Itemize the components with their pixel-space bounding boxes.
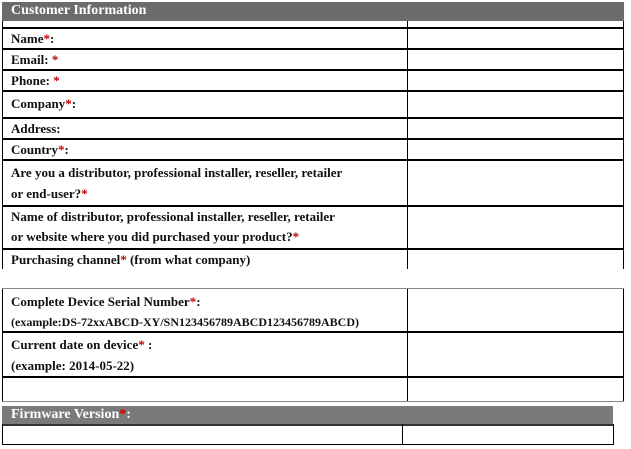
distributor-name-field[interactable]	[408, 207, 623, 248]
customer-type-field[interactable]	[408, 161, 623, 205]
purchasing-channel-field[interactable]	[408, 250, 623, 269]
serial-example: (example:DS-72xxABCD-XY/SN123456789ABCD123456789ABCD)	[11, 315, 359, 329]
empty-row-right-cell[interactable]	[408, 378, 623, 401]
field-label-serial-number: Complete Device Serial Number*: (example:DS-72xxABCD-XY/SN123456789ABCD123456789ABCD)	[2, 292, 359, 330]
required-asterisk: *	[53, 73, 60, 88]
field-label-address: Address:	[11, 121, 61, 136]
row-divider	[2, 401, 624, 402]
required-asterisk: *	[65, 96, 72, 111]
row-divider	[2, 444, 614, 445]
table-right-border	[613, 424, 614, 445]
required-asterisk: *	[119, 407, 127, 422]
firmware-version-field[interactable]	[3, 426, 402, 444]
firmware-version-secondary-field[interactable]	[403, 426, 613, 444]
table-right-border	[623, 21, 624, 269]
required-asterisk: *	[43, 31, 50, 46]
required-asterisk: *	[81, 186, 88, 201]
field-label-current-date: Current date on device* : (example: 2014-05-22)	[2, 334, 152, 376]
field-label-country: Country*:	[11, 142, 69, 157]
current-date-field[interactable]	[408, 334, 623, 376]
date-example: (example: 2014-05-22)	[11, 358, 135, 373]
field-label-distributor-name: Name of distributor, professional installer, reseller, retailer or website where you did purchased your product?*	[11, 209, 335, 244]
table-right-border	[623, 288, 624, 402]
field-label-phone: Phone: *	[11, 73, 60, 88]
name-field[interactable]	[408, 29, 623, 48]
required-asterisk: *	[138, 337, 145, 352]
required-asterisk: *	[57, 142, 65, 157]
empty-row-left-cell[interactable]	[3, 378, 407, 401]
required-asterisk: *	[120, 252, 127, 267]
field-label-company: Company*:	[11, 96, 77, 111]
email-field[interactable]	[408, 50, 623, 69]
required-asterisk: *	[292, 229, 300, 244]
section-header-customer-information	[2, 2, 624, 21]
required-asterisk: *	[189, 294, 197, 309]
row-divider	[2, 288, 624, 289]
required-asterisk: *	[51, 52, 59, 67]
field-label-purchasing-channel: Purchasing channel* (from what company)	[11, 252, 251, 267]
serial-number-field[interactable]	[408, 290, 623, 331]
address-field[interactable]	[408, 119, 623, 138]
section-header-firmware-version: Firmware Version*:	[2, 406, 613, 424]
field-label-name: Name*:	[11, 31, 55, 46]
country-field[interactable]	[408, 140, 623, 159]
field-label-email: Email: *	[11, 52, 59, 67]
section-title: Customer Information	[11, 3, 147, 18]
phone-field[interactable]	[408, 71, 623, 90]
field-label-customer-type: Are you a distributor, professional installer, reseller, retailer or end-user?*	[11, 165, 343, 201]
company-field[interactable]	[408, 92, 623, 117]
